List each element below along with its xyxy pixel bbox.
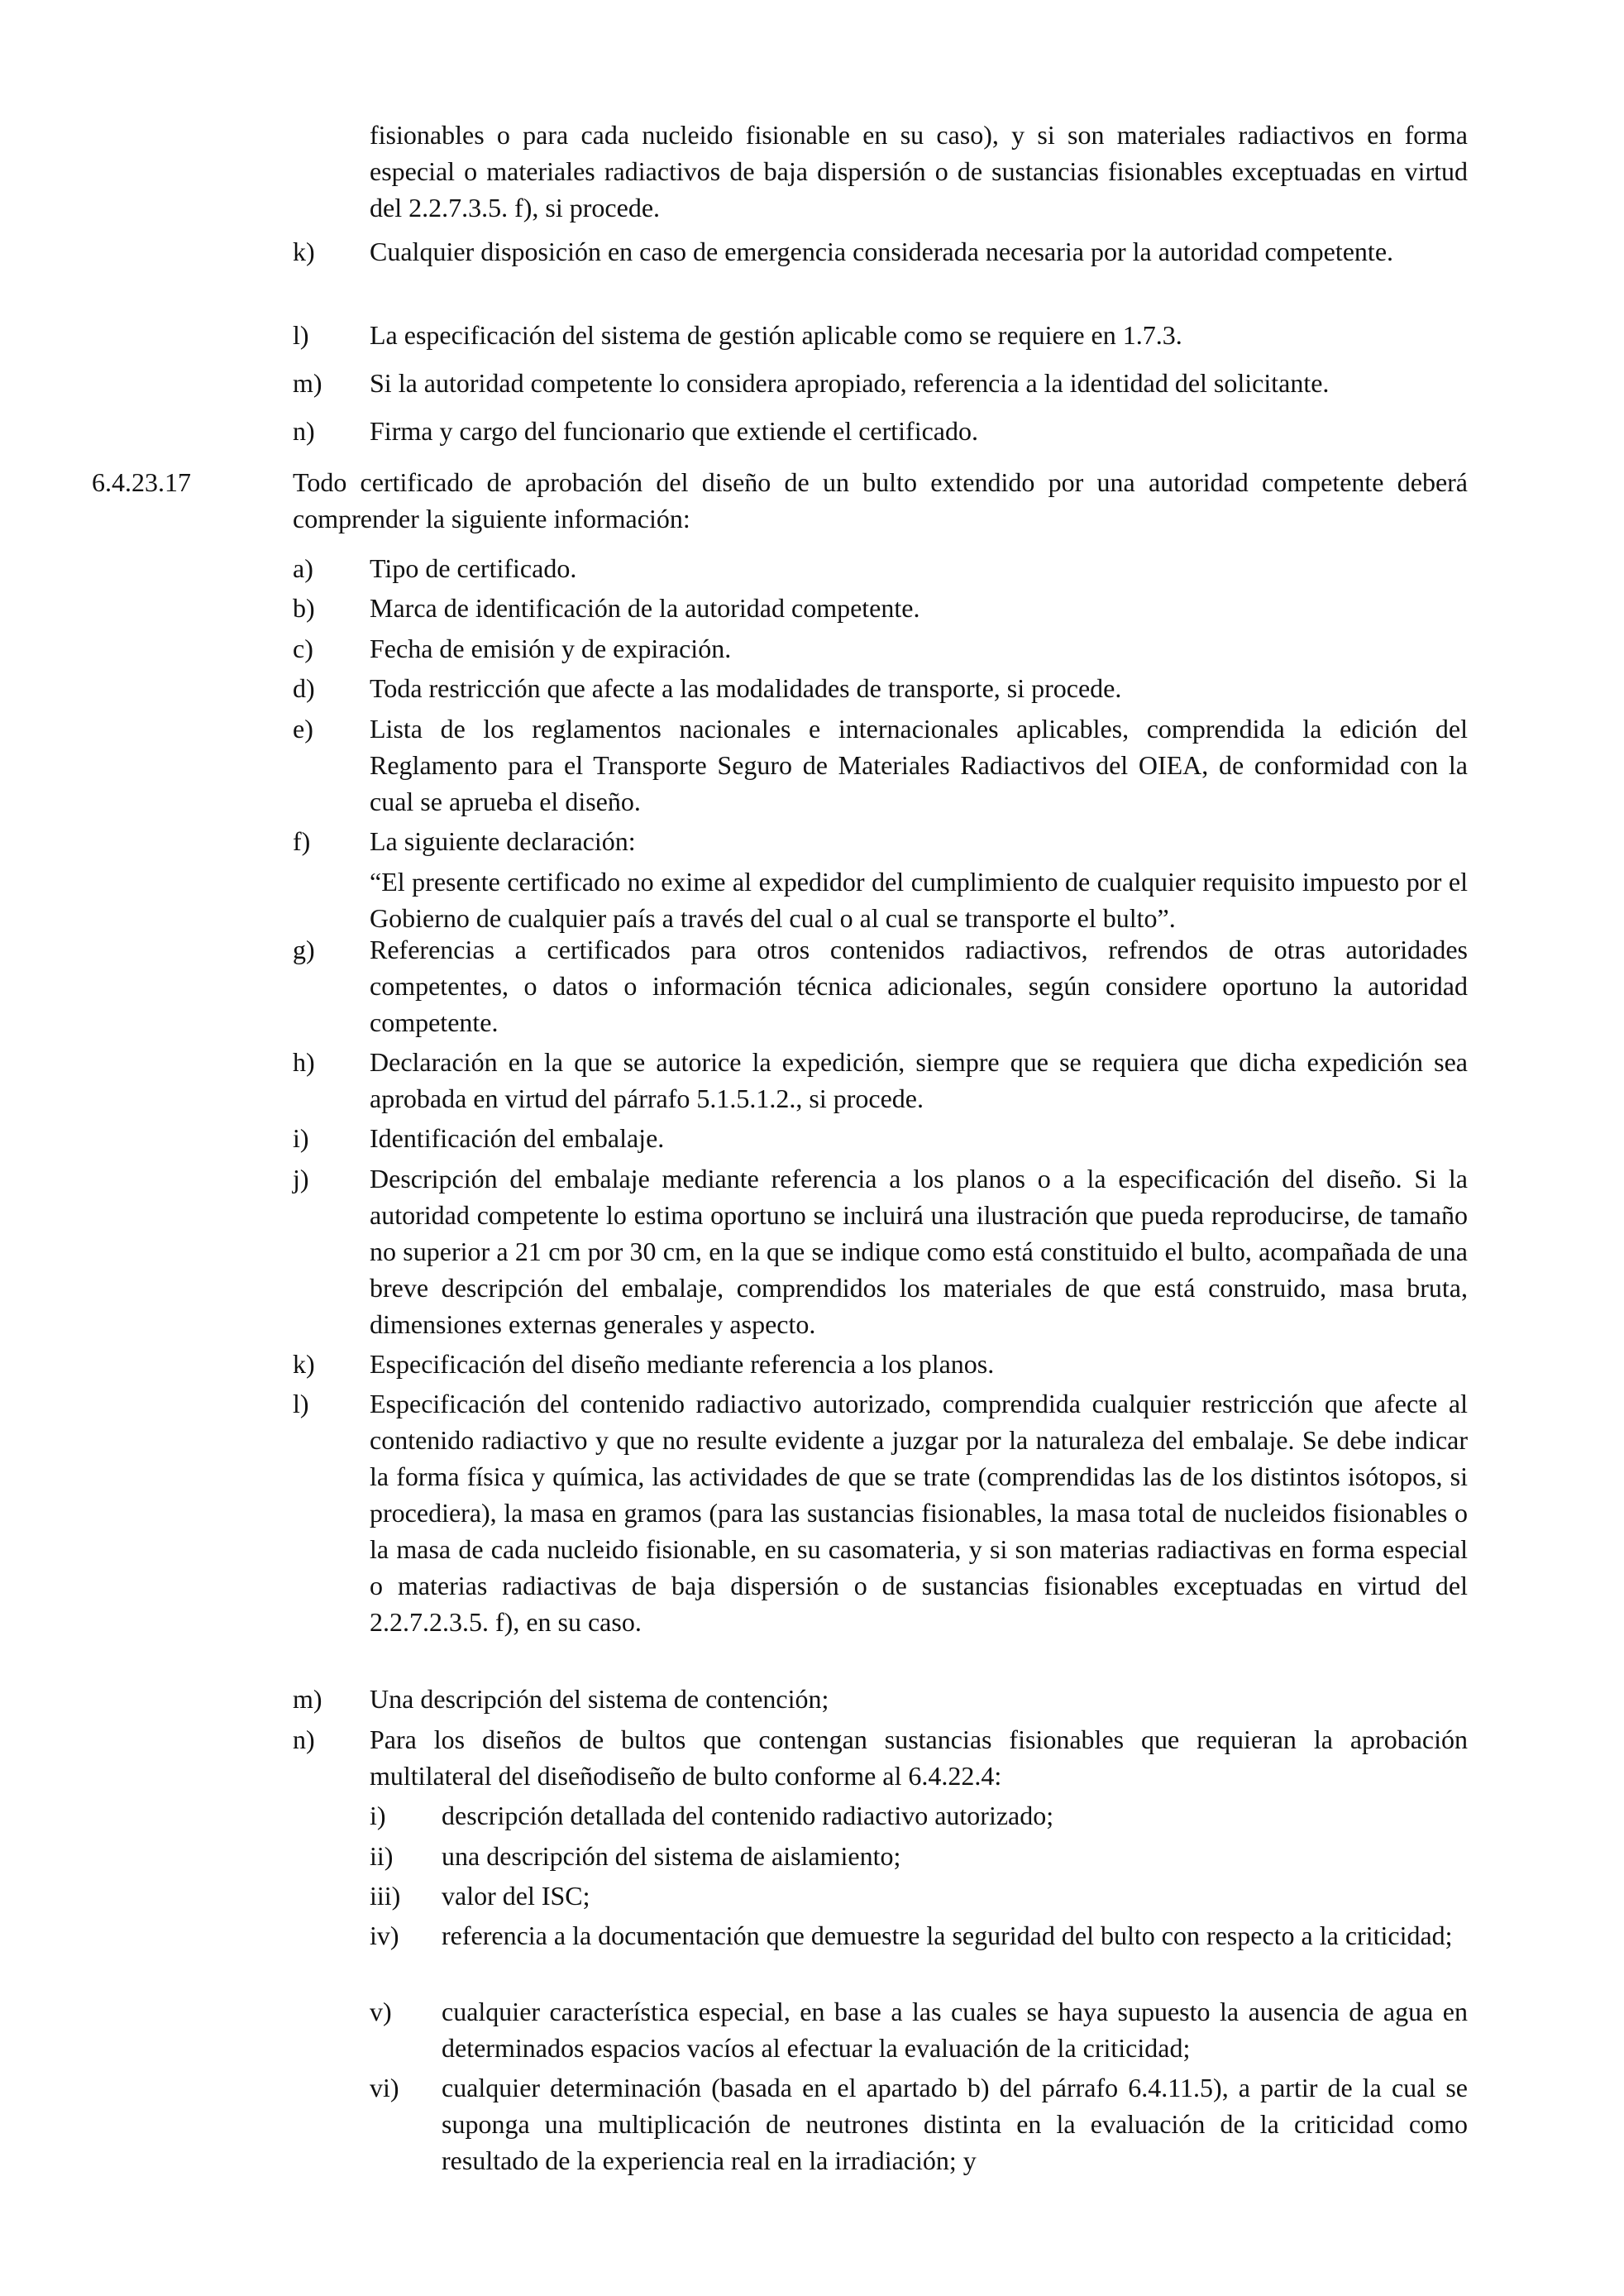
item-label-f: f) bbox=[293, 826, 311, 856]
subitem-label-iv: iv) bbox=[370, 1921, 399, 1950]
item-label-l: l) bbox=[293, 1389, 309, 1418]
item-text-h: Declaración en la que se autorice la expedición, siempre que se requiera que dicha expedición sea aprobada en virtud del párrafo 5.1.5.1.2., si procede. bbox=[370, 1047, 1468, 1113]
subitem-label-iii: iii) bbox=[370, 1881, 401, 1911]
item-text-f: La siguiente declaración: bbox=[370, 826, 636, 856]
item-quote-f: “El presente certificado no exime al expedidor del cumplimiento de cualquier requisito impuesto por el Gobierno de cualquier país a través del cual o al cual se transporte el bulto”. bbox=[370, 867, 1468, 933]
item-label-m: m) bbox=[293, 1684, 322, 1714]
item-label-d: d) bbox=[293, 673, 315, 703]
prev-item-label-m: m) bbox=[293, 368, 322, 398]
item-label-k: k) bbox=[293, 1349, 315, 1379]
subitem-label-ii: ii) bbox=[370, 1841, 394, 1871]
item-label-e: e) bbox=[293, 714, 313, 744]
subitem-text-iv: referencia a la documentación que demuestre la seguridad del bulto con respecto a la criticidad; bbox=[442, 1921, 1453, 1950]
item-label-j: j) bbox=[293, 1164, 309, 1193]
prev-item-label-l: l) bbox=[293, 320, 309, 350]
prev-item-text-l: La especificación del sistema de gestión aplicable como se requiere en 1.7.3. bbox=[370, 320, 1182, 350]
item-label-h: h) bbox=[293, 1047, 315, 1077]
subitem-text-vi: cualquier determinación (basada en el apartado b) del párrafo 6.4.11.5), a partir de la cual se suponga una multiplicación de neutrones distinta en la evaluación de la criticidad como resultado de la experiencia real en la irradiación; y bbox=[442, 2073, 1468, 2175]
prev-item-text-k: Cualquier disposición en caso de emergencia considerada necesaria por la autoridad competente. bbox=[370, 237, 1394, 266]
item-label-i: i) bbox=[293, 1123, 309, 1153]
prev-item-label-n: n) bbox=[293, 416, 315, 446]
item-label-b: b) bbox=[293, 593, 315, 623]
prev-item-text-m: Si la autoridad competente lo considera apropiado, referencia a la identidad del solicitante. bbox=[370, 368, 1330, 398]
item-text-d: Toda restricción que afecte a las modalidades de transporte, si procede. bbox=[370, 673, 1122, 703]
item-label-c: c) bbox=[293, 634, 313, 663]
item-text-b: Marca de identificación de la autoridad competente. bbox=[370, 593, 920, 623]
item-text-a: Tipo de certificado. bbox=[370, 553, 577, 583]
item-text-n: Para los diseños de bultos que contengan sustancias fisionables que requieran la aprobación multilateral del diseñodiseño de bulto conforme al 6.4.22.4: bbox=[370, 1724, 1468, 1791]
item-text-g: Referencias a certificados para otros contenidos radiactivos, refrendos de otras autoridades competentes, o datos o información técnica adicionales, según considere oportuno la autoridad competente. bbox=[370, 935, 1468, 1037]
item-text-l: Especificación del contenido radiactivo autorizado, comprendida cualquier restricción que afecte al contenido radiactivo y que no resulte evidente a juzgar por la naturaleza del embalaje. Se debe indicar la forma física y química, las actividades de que se trate (comprendidas las de los distintos isótopos, si procediera), la masa en gramos (para las sustancias fisionables, la masa total de nucleidos fisionables o la masa de cada nucleido fisionable, en su casomateria, y si son materias radiactivas en forma especial o materias radiactivas de baja dispersión o de sustancias fisionables exceptuadas en virtud del 2.2.7.2.3.5. f), en su caso. bbox=[370, 1389, 1468, 1637]
section-number: 6.4.23.17 bbox=[92, 467, 191, 497]
item-text-e: Lista de los reglamentos nacionales e internacionales aplicables, comprendida la edición del Reglamento para el Transporte Seguro de Materiales Radiactivos del OIEA, de conformidad con la cual se aprueba el diseño. bbox=[370, 714, 1468, 816]
item-text-j: Descripción del embalaje mediante referencia a los planos o a la especificación del diseño. Si la autoridad competente lo estima oportuno se incluirá una ilustración que pueda reproducirse, de tamaño no superior a 21 cm por 30 cm, en la que se indique como está constituido el bulto, acompañada de una breve descripción del embalaje, comprendidos los materiales de que está construido, masa bruta, dimensiones externas generales y aspecto. bbox=[370, 1164, 1468, 1339]
subitem-label-i: i) bbox=[370, 1801, 386, 1830]
item-text-i: Identificación del embalaje. bbox=[370, 1123, 665, 1153]
prev-item-label-k: k) bbox=[293, 237, 315, 266]
section-intro: Todo certificado de aprobación del diseño de un bulto extendido por una autoridad competente deberá comprender la siguiente información: bbox=[293, 467, 1468, 533]
subitem-text-v: cualquier característica especial, en base a las cuales se haya supuesto la ausencia de agua en determinados espacios vacíos al efectuar la evaluación de la criticidad; bbox=[442, 1997, 1468, 2063]
subitem-text-iii: valor del ISC; bbox=[442, 1881, 590, 1911]
item-text-k: Especificación del diseño mediante referencia a los planos. bbox=[370, 1349, 995, 1379]
item-text-c: Fecha de emisión y de expiración. bbox=[370, 634, 732, 663]
item-text-m: Una descripción del sistema de contención; bbox=[370, 1684, 829, 1714]
item-label-n: n) bbox=[293, 1724, 315, 1754]
subitem-text-ii: una descripción del sistema de aislamiento; bbox=[442, 1841, 901, 1871]
subitem-label-vi: vi) bbox=[370, 2073, 399, 2102]
prev-item-text-n: Firma y cargo del funcionario que extiende el certificado. bbox=[370, 416, 978, 446]
continuation-paragraph: fisionables o para cada nucleido fisionable en su caso), y si son materiales radiactivos en forma especial o materiales radiactivos de baja dispersión o de sustancias fisionables exceptuadas en virtud del 2.2.7.3.5. f), si procede. bbox=[370, 120, 1468, 222]
item-label-a: a) bbox=[293, 553, 313, 583]
subitem-text-i: descripción detallada del contenido radiactivo autorizado; bbox=[442, 1801, 1054, 1830]
item-label-g: g) bbox=[293, 935, 315, 964]
subitem-label-v: v) bbox=[370, 1997, 392, 2026]
